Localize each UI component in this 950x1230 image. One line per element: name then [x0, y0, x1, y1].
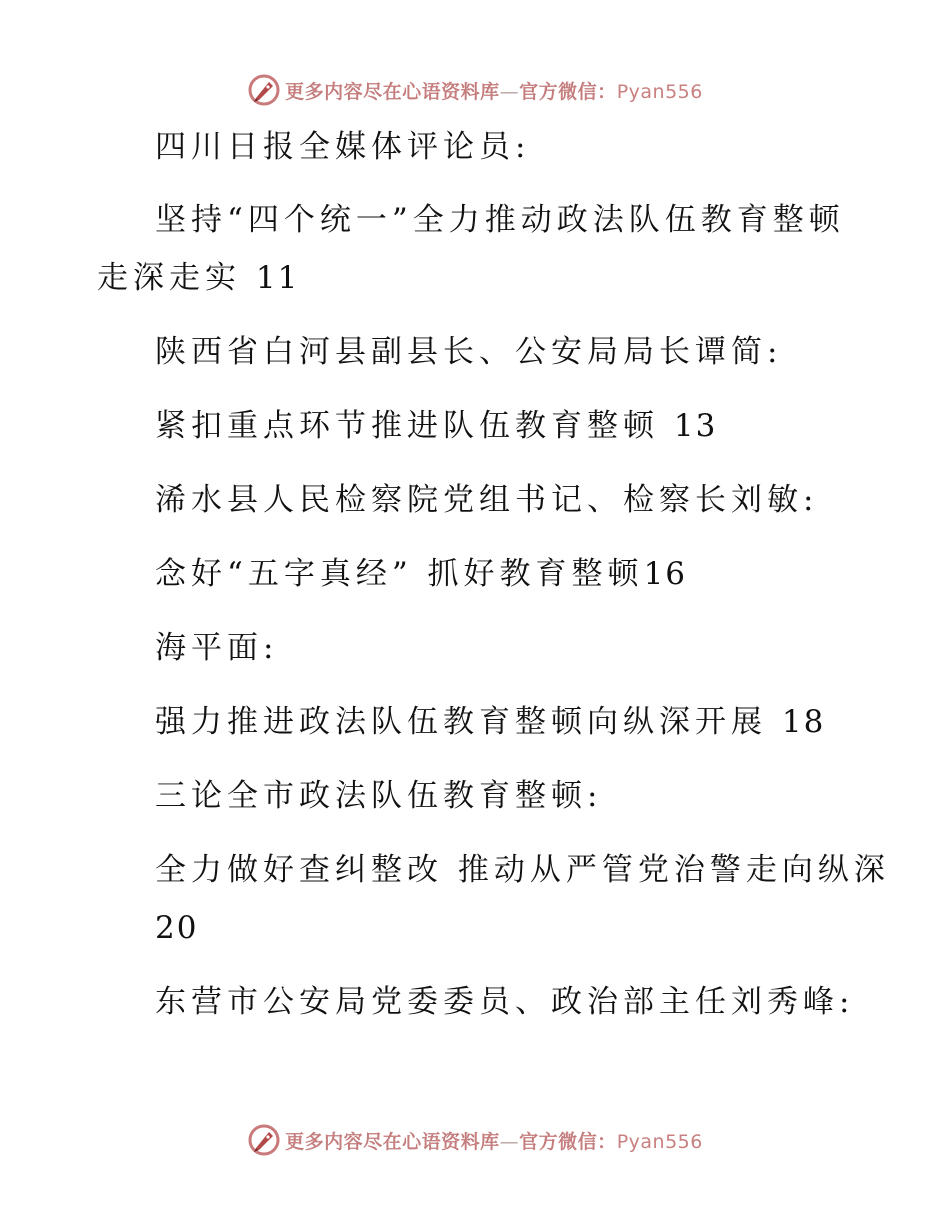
text-line: 四川日报全媒体评论员: [155, 129, 531, 165]
text-line: 海平面: [155, 630, 279, 666]
text-line: 坚持“四个统一”全力推动政法队伍教育整顿 [155, 202, 845, 238]
text-line: 东营市公安局党委委员、政治部主任刘秀峰: [155, 984, 855, 1020]
watermark-text: 更多内容尽在心语资料库—官方微信：Pyan556 [285, 1130, 703, 1153]
text-line: 念好“五字真经” 抓好教育整顿16 [155, 556, 688, 592]
text-line: 三论全市政法队伍教育整顿: [155, 778, 603, 814]
pen-nib-circle-icon [247, 1123, 281, 1157]
text-line: 20 [155, 910, 199, 946]
footer-watermark [0, 1122, 950, 1158]
pen-nib-circle-icon [247, 73, 281, 107]
text-line: 陕西省白河县副县长、公安局局长谭简: [155, 334, 783, 370]
header-watermark [0, 72, 950, 108]
text-line: 走深走实 11 [97, 260, 300, 296]
text-line: 浠水县人民检察院党组书记、检察长刘敏: [155, 482, 819, 518]
watermark-text: 更多内容尽在心语资料库—官方微信：Pyan556 [285, 80, 703, 103]
text-line: 全力做好查纠整改 推动从严管党治警走向纵深 [155, 852, 890, 888]
text-line: 强力推进政法队伍教育整顿向纵深开展 18 [155, 704, 826, 740]
text-line: 紧扣重点环节推进队伍教育整顿 13 [155, 408, 718, 444]
